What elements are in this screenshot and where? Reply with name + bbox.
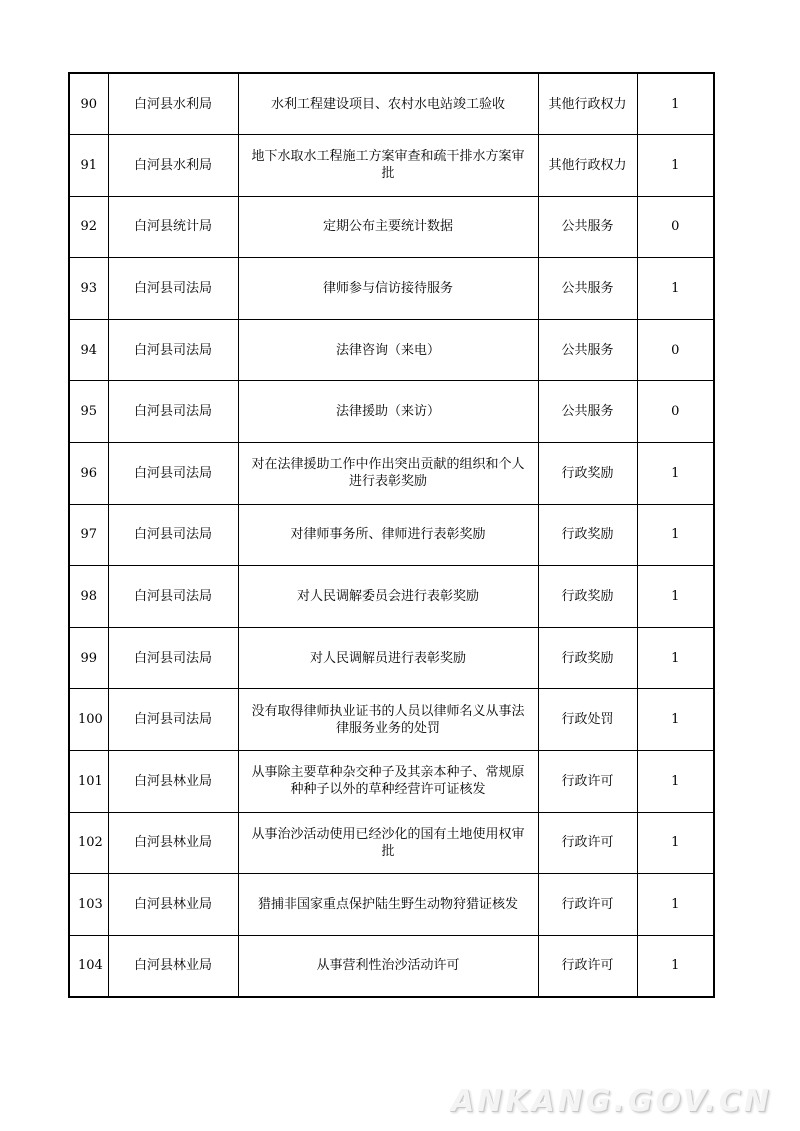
- power-type-cell: 行政奖励: [538, 627, 637, 689]
- table-row: [69, 935, 714, 997]
- department-cell: 白河县司法局: [108, 566, 238, 628]
- power-type-cell: 行政奖励: [538, 504, 637, 566]
- table-row: [69, 381, 714, 443]
- row-number-cell: 94: [69, 319, 108, 381]
- row-number-cell: 91: [69, 135, 108, 197]
- row-number-cell: 104: [69, 935, 108, 997]
- row-number-cell: 101: [69, 751, 108, 813]
- count-cell: 1: [637, 874, 714, 936]
- power-type-cell: 公共服务: [538, 381, 637, 443]
- item-name-cell: 对人民调解委员会进行表彰奖励: [238, 566, 538, 628]
- row-number-cell: 96: [69, 443, 108, 505]
- count-cell: 1: [637, 935, 714, 997]
- row-number-cell: 92: [69, 196, 108, 258]
- item-name-cell: 对律师事务所、律师进行表彰奖励: [238, 504, 538, 566]
- table-row: [69, 73, 714, 135]
- items-table: [68, 72, 715, 998]
- count-cell: 1: [637, 73, 714, 135]
- table-row: [69, 566, 714, 628]
- row-number-cell: 99: [69, 627, 108, 689]
- count-cell: 1: [637, 504, 714, 566]
- count-cell: 0: [637, 381, 714, 443]
- table-row: [69, 258, 714, 320]
- department-cell: 白河县司法局: [108, 689, 238, 751]
- power-type-cell: 行政处罚: [538, 689, 637, 751]
- department-cell: 白河县水利局: [108, 73, 238, 135]
- table-row: [69, 135, 714, 197]
- power-type-cell: 公共服务: [538, 196, 637, 258]
- power-type-cell: 行政许可: [538, 874, 637, 936]
- item-name-cell: 没有取得律师执业证书的人员以律师名义从事法律服务业务的处罚: [238, 689, 538, 751]
- power-type-cell: 其他行政权力: [538, 73, 637, 135]
- department-cell: 白河县林业局: [108, 751, 238, 813]
- count-cell: 1: [637, 258, 714, 320]
- table-row: [69, 812, 714, 874]
- department-cell: 白河县林业局: [108, 935, 238, 997]
- department-cell: 白河县林业局: [108, 874, 238, 936]
- table-row: [69, 319, 714, 381]
- power-type-cell: 公共服务: [538, 258, 637, 320]
- row-number-cell: 98: [69, 566, 108, 628]
- item-name-cell: 定期公布主要统计数据: [238, 196, 538, 258]
- count-cell: 1: [637, 689, 714, 751]
- row-number-cell: 90: [69, 73, 108, 135]
- count-cell: 1: [637, 627, 714, 689]
- table-row: [69, 196, 714, 258]
- power-type-cell: 行政许可: [538, 751, 637, 813]
- item-name-cell: 律师参与信访接待服务: [238, 258, 538, 320]
- count-cell: 1: [637, 443, 714, 505]
- department-cell: 白河县司法局: [108, 319, 238, 381]
- count-cell: 1: [637, 812, 714, 874]
- row-number-cell: 95: [69, 381, 108, 443]
- department-cell: 白河县司法局: [108, 381, 238, 443]
- department-cell: 白河县水利局: [108, 135, 238, 197]
- item-name-cell: 地下水取水工程施工方案审查和疏干排水方案审批: [238, 135, 538, 197]
- table-row: [69, 874, 714, 936]
- department-cell: 白河县司法局: [108, 443, 238, 505]
- row-number-cell: 102: [69, 812, 108, 874]
- item-name-cell: 对人民调解员进行表彰奖励: [238, 627, 538, 689]
- department-cell: 白河县司法局: [108, 504, 238, 566]
- item-name-cell: 法律咨询（来电）: [238, 319, 538, 381]
- department-cell: 白河县林业局: [108, 812, 238, 874]
- count-cell: 0: [637, 319, 714, 381]
- table-row: [69, 627, 714, 689]
- department-cell: 白河县统计局: [108, 196, 238, 258]
- count-cell: 1: [637, 566, 714, 628]
- power-type-cell: 行政许可: [538, 812, 637, 874]
- power-type-cell: 公共服务: [538, 319, 637, 381]
- row-number-cell: 97: [69, 504, 108, 566]
- item-name-cell: 法律援助（来访）: [238, 381, 538, 443]
- count-cell: 1: [637, 751, 714, 813]
- item-name-cell: 从事营利性治沙活动许可: [238, 935, 538, 997]
- table-row: [69, 751, 714, 813]
- table-body: [69, 73, 714, 997]
- department-cell: 白河县司法局: [108, 627, 238, 689]
- row-number-cell: 100: [69, 689, 108, 751]
- power-type-cell: 行政奖励: [538, 443, 637, 505]
- row-number-cell: 103: [69, 874, 108, 936]
- site-watermark: ANKANG.GOV.CN: [450, 1084, 772, 1119]
- item-name-cell: 对在法律援助工作中作出突出贡献的组织和个人进行表彰奖励: [238, 443, 538, 505]
- count-cell: 1: [637, 135, 714, 197]
- count-cell: 0: [637, 196, 714, 258]
- table-row: [69, 443, 714, 505]
- department-cell: 白河县司法局: [108, 258, 238, 320]
- item-name-cell: 从事治沙活动使用已经沙化的国有土地使用权审批: [238, 812, 538, 874]
- item-name-cell: 水利工程建设项目、农村水电站竣工验收: [238, 73, 538, 135]
- table-row: [69, 689, 714, 751]
- table-row: [69, 504, 714, 566]
- item-name-cell: 从事除主要草种杂交种子及其亲本种子、常规原种种子以外的草种经营许可证核发: [238, 751, 538, 813]
- item-name-cell: 猎捕非国家重点保护陆生野生动物狩猎证核发: [238, 874, 538, 936]
- power-type-cell: 行政奖励: [538, 566, 637, 628]
- power-type-cell: 其他行政权力: [538, 135, 637, 197]
- power-type-cell: 行政许可: [538, 935, 637, 997]
- row-number-cell: 93: [69, 258, 108, 320]
